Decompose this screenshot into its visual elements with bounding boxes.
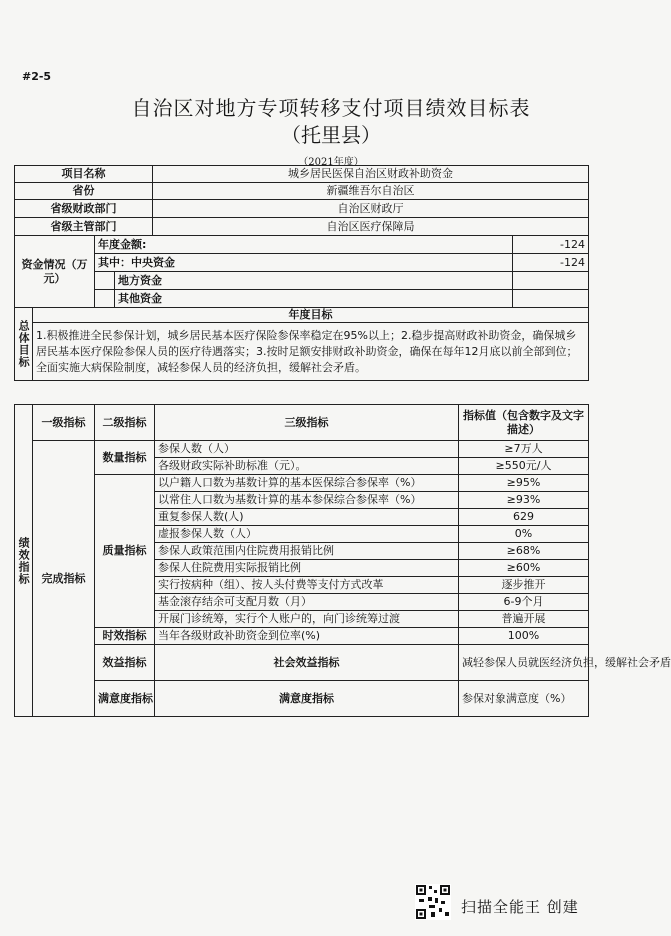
satisfaction-indicator-label: 满意度指标 [95, 681, 155, 717]
funding-label: 资金情况（万元） [15, 236, 95, 308]
overall-goal-label: 总体目标 [15, 308, 33, 381]
indicator-name: 减轻参保人员就医经济负担，缓解社会矛盾 [459, 645, 589, 681]
admin-dept-label: 省级主管部门 [15, 218, 153, 236]
indicator-name: 开展门诊统筹，实行个人账户的，向门诊统筹过渡 [155, 611, 459, 628]
indicator-value: ≥93% [459, 492, 589, 509]
quality-indicator-label: 质量指标 [95, 475, 155, 628]
completion-indicator-label: 完成指标 [33, 441, 95, 717]
document-code: #2-5 [22, 70, 52, 83]
indicator-value: ≥7万人 [459, 441, 589, 458]
quantity-indicator-label: 数量指标 [95, 441, 155, 475]
project-name-value: 城乡居民医保自治区财政补助资金 [153, 166, 589, 183]
page-title: 自治区对地方专项转移支付项目绩效目标表 [131, 96, 531, 120]
indicators-table [14, 404, 671, 717]
indicator-value: ≥68% [459, 543, 589, 560]
satisfaction-sub-label: 满意度指标 [155, 681, 459, 717]
indicator-name: 参保人住院费用实际报销比例 [155, 560, 459, 577]
indicator-value: 逐步推开 [459, 577, 589, 594]
project-name-label: 项目名称 [15, 166, 153, 183]
timeliness-indicator-label: 时效指标 [95, 628, 155, 645]
annual-amount-label: 年度金额: [95, 236, 513, 254]
indicator-value: ≥550元/人 [459, 458, 589, 475]
other-funds-value [513, 290, 589, 308]
local-funds-label: 地方资金 [115, 272, 513, 290]
col-level2-header: 二级指标 [95, 405, 155, 441]
social-benefit-label: 社会效益指标 [155, 645, 459, 681]
finance-dept-value: 自治区财政厅 [153, 200, 589, 218]
province-value: 新疆维吾尔自治区 [153, 183, 589, 200]
fiscal-year: （2021年度） [298, 157, 364, 168]
col-level1-header: 一级指标 [33, 405, 95, 441]
qr-code-icon [415, 884, 451, 920]
indicator-name: 虚报参保人数（人） [155, 526, 459, 543]
province-label: 省份 [15, 183, 153, 200]
page-subtitle: （托里县） [281, 123, 381, 147]
indicator-name: 基金滚存结余可支配月数（月） [155, 594, 459, 611]
admin-dept-value: 自治区医疗保障局 [153, 218, 589, 236]
indicator-value: 0% [459, 526, 589, 543]
annual-goal-text: 1.积极推进全民参保计划，城乡居民基本医疗保险参保率稳定在95%以上；2.稳步提高财政补助资金，确保城乡居民基本医疗保险参保人员的医疗待遇落实；3.按时足额安排财政补助资金，确保在每年12月底以前全部到位；全面实施大病保险制度，减轻参保人员的经济负担，缓解社会矛盾。 [33, 323, 589, 381]
indicator-name: 实行按病种（组）、按人头付费等支付方式改革 [155, 577, 459, 594]
scanner-brand: 扫描全能王 创建 [461, 898, 579, 916]
indicator-name: 重复参保人数(人) [155, 509, 459, 526]
indicator-value: 629 [459, 509, 589, 526]
central-funds-value: -124 [513, 254, 589, 272]
indicator-name: 参保人政策范围内住院费用报销比例 [155, 543, 459, 560]
indicator-name: 各级财政实际补助标准（元）。 [155, 458, 459, 475]
indicator-value: ≥95% [459, 475, 589, 492]
indicator-name: 当年各级财政补助资金到位率(%) [155, 628, 459, 645]
indicator-name: 以户籍人口数为基数计算的基本医保综合参保率（%） [155, 475, 459, 492]
local-funds-value [513, 272, 589, 290]
benefit-indicator-label: 效益指标 [95, 645, 155, 681]
annual-goal-header: 年度目标 [33, 308, 589, 323]
indicator-name: 参保对象满意度（%） [459, 681, 589, 717]
other-funds-label: 其他资金 [115, 290, 513, 308]
indicator-value: 普遍开展 [459, 611, 589, 628]
col-value-header: 指标值（包含数字及文字描述） [459, 405, 589, 441]
finance-dept-label: 省级财政部门 [15, 200, 153, 218]
indicator-value: 6-9个月 [459, 594, 589, 611]
central-funds-label: 其中：中央资金 [95, 254, 513, 272]
annual-amount-value: -124 [513, 236, 589, 254]
col-level3-header: 三级指标 [155, 405, 459, 441]
performance-indicators-label: 绩效指标 [15, 405, 33, 717]
indicator-name: 以常住人口数为基数计算的基本参保综合参保率（%） [155, 492, 459, 509]
indicator-value: ≥60% [459, 560, 589, 577]
indicator-name: 参保人数（人） [155, 441, 459, 458]
project-info-table [14, 165, 589, 381]
indicator-value: 100% [459, 628, 589, 645]
